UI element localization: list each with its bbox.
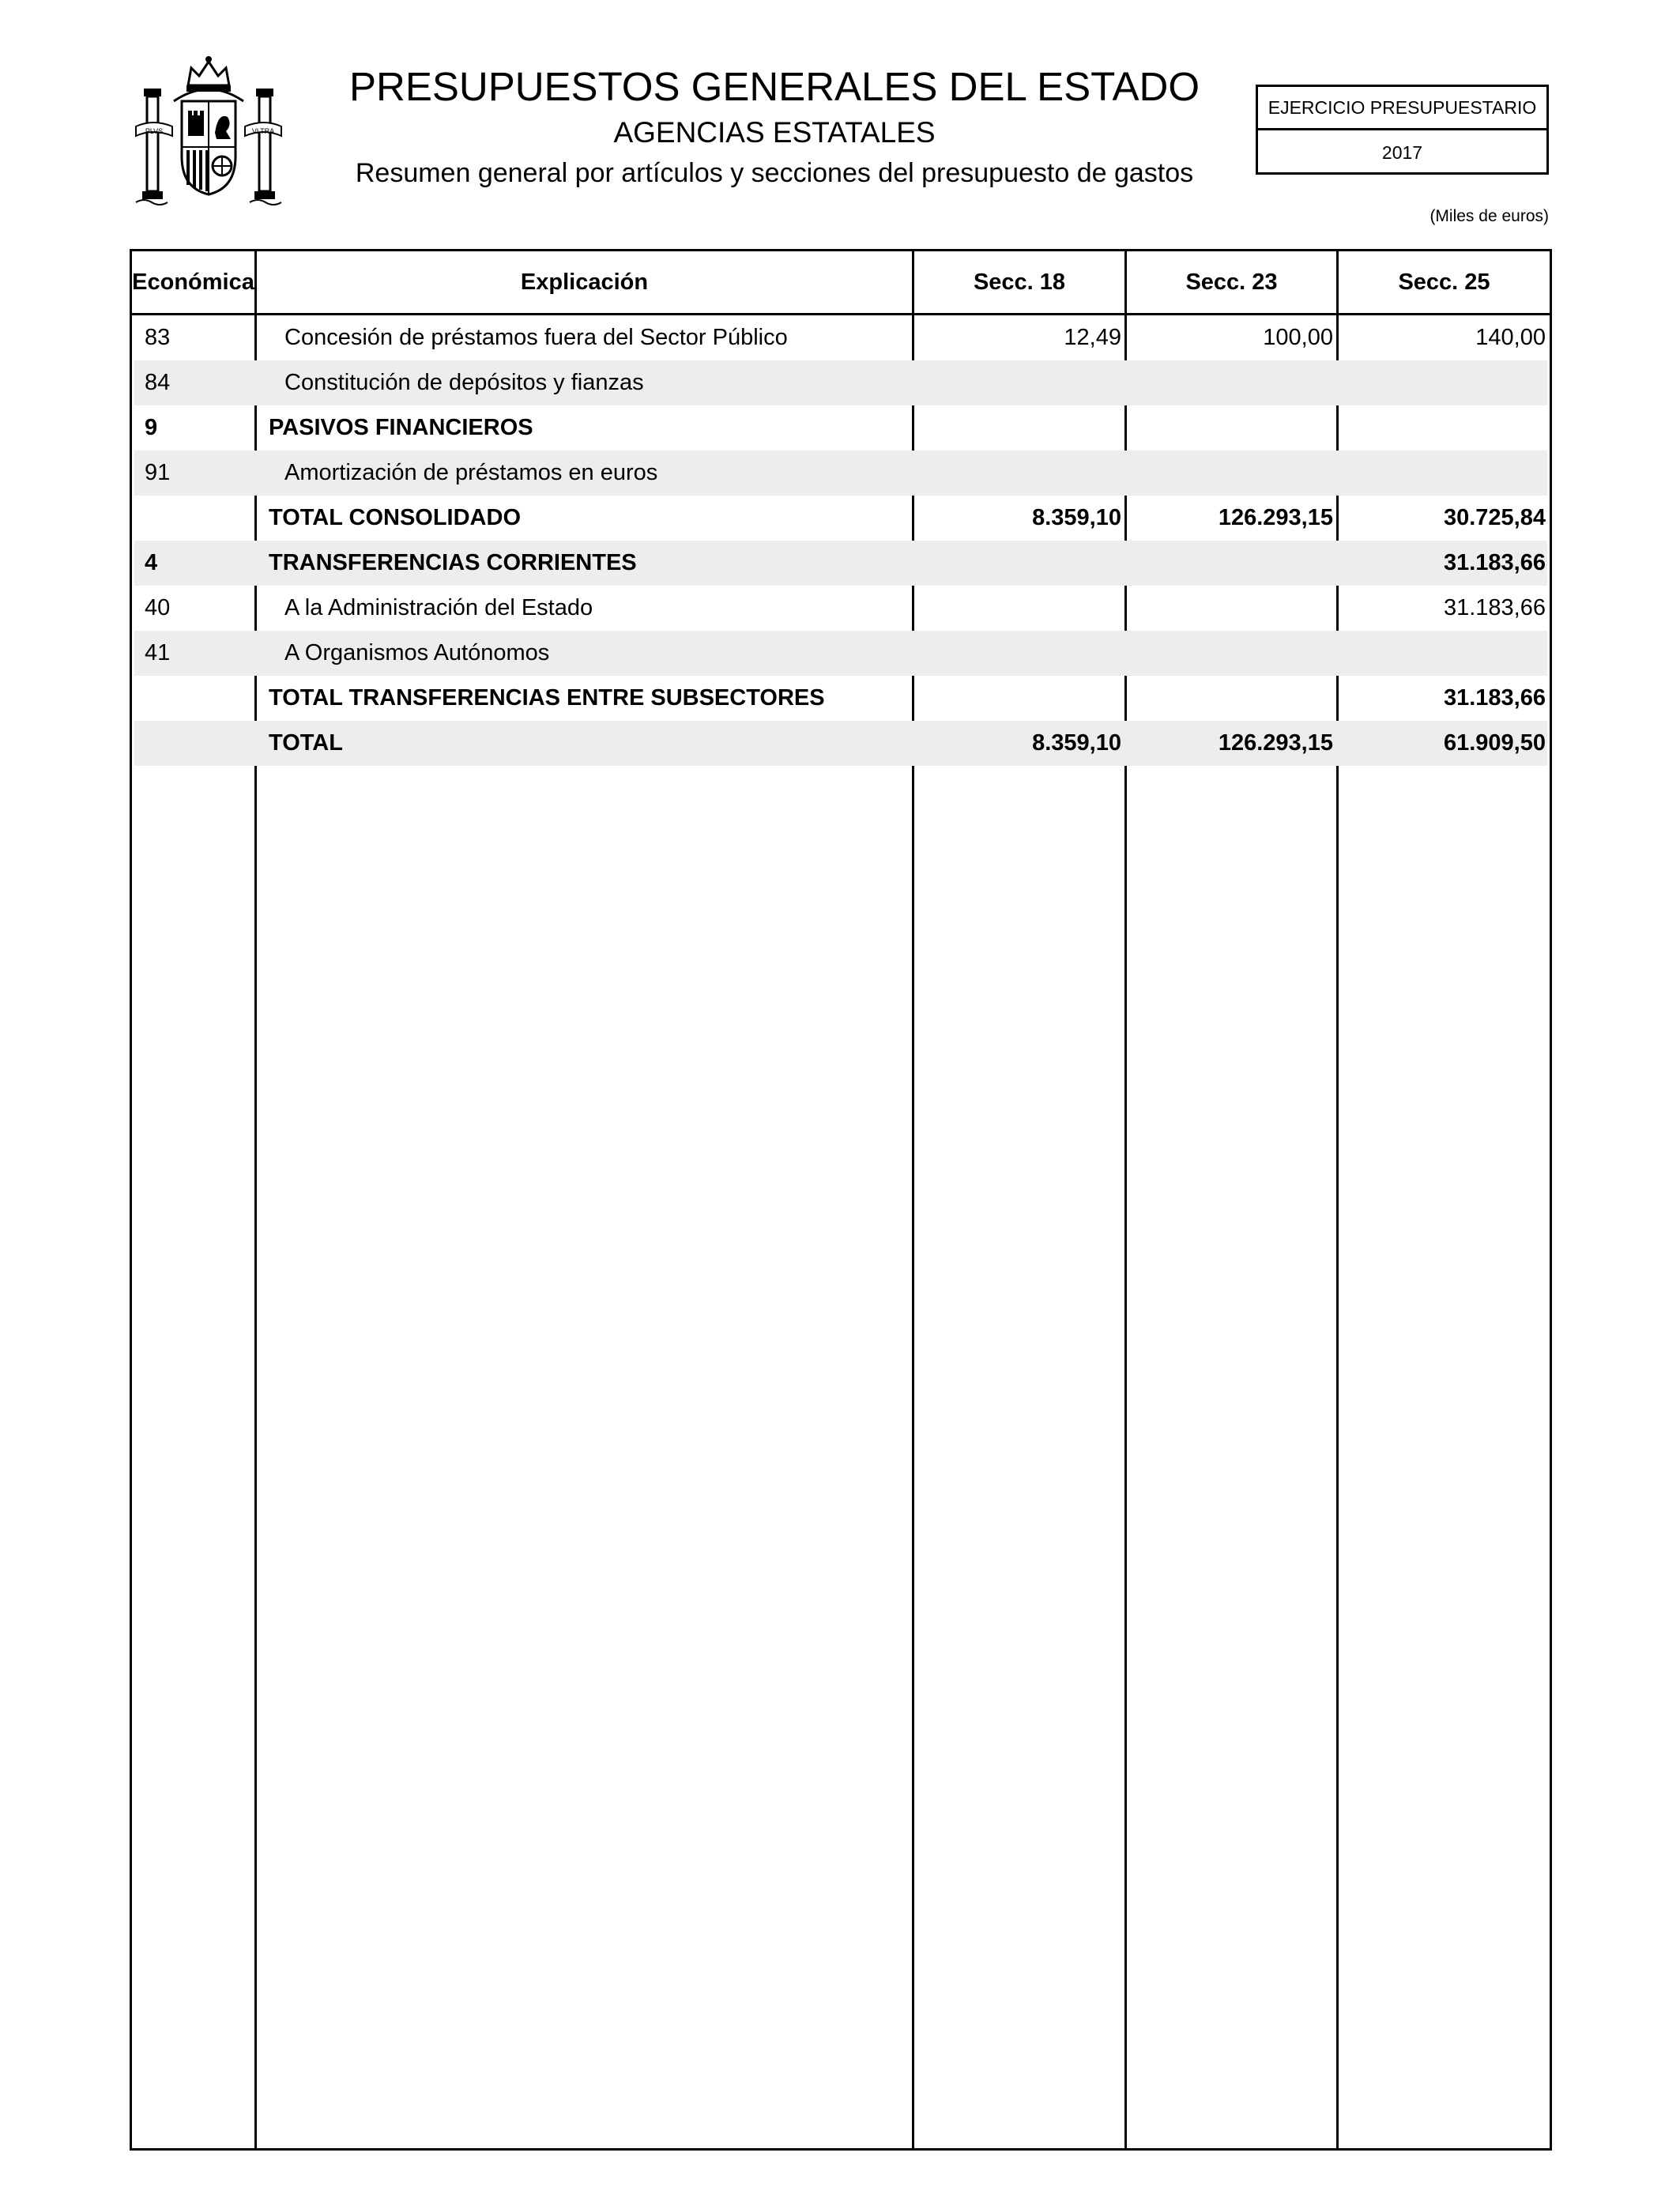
table-header: [132, 251, 1550, 315]
cell-secc18: [920, 541, 1121, 586]
cell-secc25: [1344, 631, 1546, 676]
page-subtitle: AGENCIAS ESTATALES: [613, 116, 936, 149]
cell-secc23: [1132, 541, 1333, 586]
cell-economica: 91: [145, 460, 171, 485]
cell-explicacion: TRANSFERENCIAS CORRIENTES: [269, 550, 637, 575]
cell-secc23: 100,00: [1263, 325, 1333, 350]
cell-explicacion: TOTAL: [269, 730, 343, 756]
header-secc23: Secc. 23: [1185, 269, 1278, 295]
cell-secc25: [1344, 360, 1546, 405]
cell-explicacion: PASIVOS FINANCIEROS: [269, 415, 533, 440]
cell-explicacion: A la Administración del Estado: [284, 595, 593, 620]
cell-secc23: [1132, 360, 1333, 405]
cell-explicacion: Constitución de depósitos y fianzas: [284, 370, 644, 395]
cell-secc25: [1344, 405, 1546, 450]
cell-explicacion: Concesión de préstamos fuera del Sector Público: [284, 325, 788, 350]
svg-text:VLTRA: VLTRA: [251, 127, 275, 135]
cell-secc18: [920, 631, 1121, 676]
cell-secc23: [1132, 676, 1333, 721]
cell-secc25: 30.725,84: [1443, 505, 1546, 530]
table-row: [134, 541, 1547, 586]
cell-explicacion: Amortización de préstamos en euros: [284, 460, 658, 485]
cell-secc18: [920, 360, 1121, 405]
svg-text:PLVS: PLVS: [145, 127, 164, 135]
cell-explicacion: A Organismos Autónomos: [284, 640, 550, 665]
table-row: [134, 315, 1547, 360]
cell-economica: 83: [145, 325, 171, 350]
cell-economica: [145, 496, 255, 541]
cell-secc23: [1132, 586, 1333, 631]
header-secc25: Secc. 25: [1398, 269, 1490, 295]
cell-secc23: 126.293,15: [1218, 505, 1333, 530]
cell-secc25: 31.183,66: [1443, 595, 1546, 620]
cell-secc25: 61.909,50: [1443, 730, 1546, 756]
cell-secc25: 31.183,66: [1443, 685, 1546, 711]
page-description: Resumen general por artículos y secciones del presupuesto de gastos: [355, 158, 1194, 188]
table-row: [134, 631, 1547, 676]
table-row-total: [134, 676, 1547, 721]
cell-secc18: [920, 450, 1121, 496]
units-note: (Miles de euros): [1430, 207, 1549, 225]
table-row: [134, 586, 1547, 631]
cell-secc23: 126.293,15: [1218, 730, 1333, 756]
exercise-label: EJERCICIO PRESUPUESTARIO: [1258, 87, 1546, 130]
cell-secc18: 8.359,10: [1032, 730, 1121, 756]
budget-table: [130, 249, 1552, 2151]
cell-economica: 41: [145, 640, 171, 665]
cell-economica: 40: [145, 595, 171, 620]
exercise-box: [1256, 85, 1549, 175]
cell-economica: [145, 721, 255, 766]
cell-secc25: [1344, 450, 1546, 496]
cell-secc25: 140,00: [1475, 325, 1546, 350]
exercise-year: 2017: [1381, 141, 1423, 163]
cell-secc18: [920, 676, 1121, 721]
cell-secc23: [1132, 405, 1333, 450]
table-row: [134, 405, 1547, 450]
header-explicacion: Explicación: [520, 269, 649, 295]
header-economica: Económica: [132, 269, 254, 295]
cell-secc23: [1132, 450, 1333, 496]
cell-economica: 84: [145, 370, 171, 395]
cell-economica: 4: [145, 550, 158, 575]
table-row: [134, 450, 1547, 496]
cell-secc18: 12,49: [1064, 325, 1121, 350]
cell-secc18: 8.359,10: [1032, 505, 1121, 530]
cell-explicacion: TOTAL CONSOLIDADO: [269, 505, 521, 530]
cell-explicacion: TOTAL TRANSFERENCIAS ENTRE SUBSECTORES: [269, 685, 825, 711]
cell-secc18: [920, 586, 1121, 631]
cell-secc23: [1132, 631, 1333, 676]
cell-secc25: 31.183,66: [1443, 550, 1546, 575]
page-title: PRESUPUESTOS GENERALES DEL ESTADO: [348, 64, 1200, 109]
cell-economica: [145, 676, 255, 721]
cell-secc18: [920, 405, 1121, 450]
cell-economica: 9: [145, 415, 158, 440]
table-row: [134, 360, 1547, 405]
coat-of-arms-icon: [133, 54, 284, 209]
header-secc18: Secc. 18: [973, 269, 1066, 295]
table-row-total: [134, 496, 1547, 541]
table-row-grand-total: [134, 721, 1547, 766]
